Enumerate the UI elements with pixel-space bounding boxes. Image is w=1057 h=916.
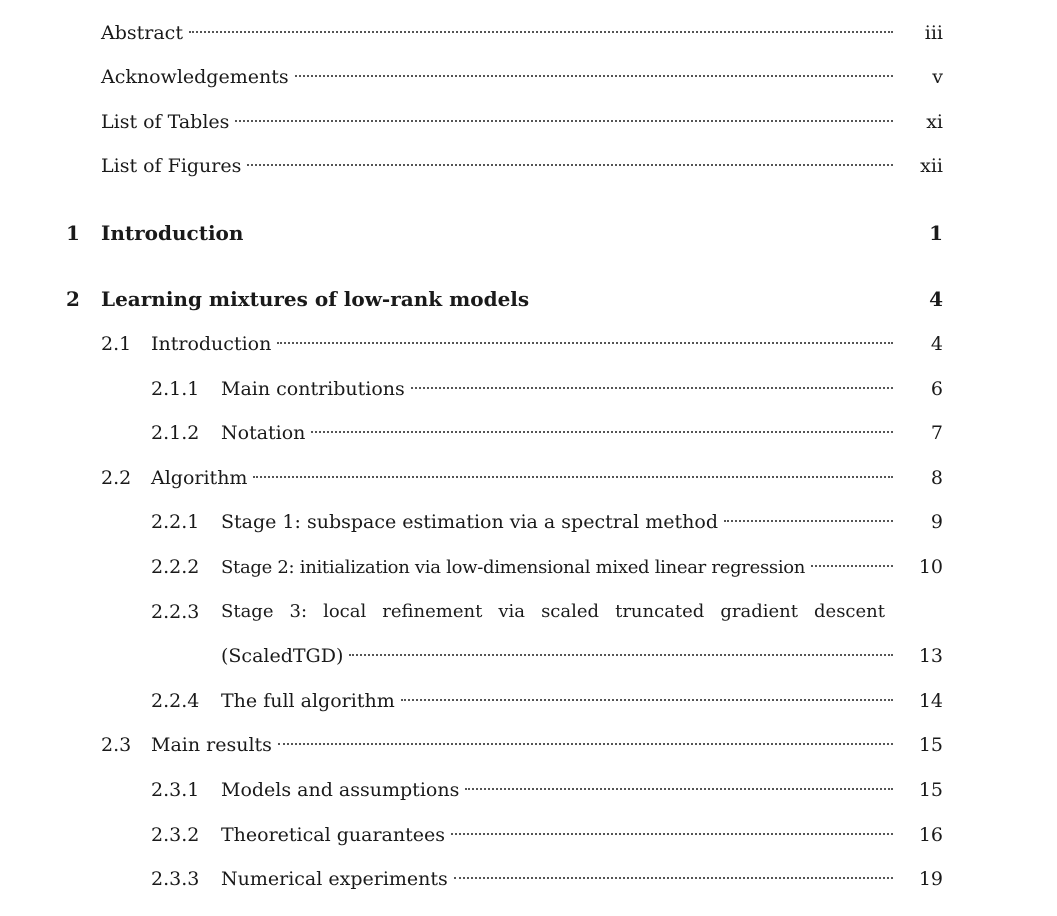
- subsection-title: Models and assumptions: [221, 779, 460, 801]
- subsection-title: Stage 1: subspace estimation via a spectral method: [221, 511, 718, 533]
- chapter-page: 1: [929, 221, 943, 245]
- toc-subsection-2-1-1[interactable]: [151, 374, 943, 404]
- toc-entry-title: Acknowledgements: [101, 66, 289, 88]
- chapter-page: 4: [929, 287, 943, 311]
- dot-leader: [278, 743, 893, 745]
- section-title: Algorithm: [151, 467, 248, 489]
- toc-section-2-3[interactable]: [101, 730, 943, 760]
- subsection-title-line1: Stage 3: local refinement via scaled truncated gradient descent: [221, 601, 885, 622]
- subsection-title: Theoretical guarantees: [221, 824, 445, 846]
- subsection-page: 9: [930, 511, 943, 533]
- toc-section-2-1[interactable]: [101, 329, 943, 359]
- toc-entry-title: List of Tables: [101, 111, 230, 133]
- section-number: 2.1: [101, 333, 132, 355]
- chapter-number: 2: [66, 287, 80, 311]
- toc-subsection-2-2-1[interactable]: [151, 507, 943, 537]
- subsection-title-line2: (ScaledTGD): [221, 645, 344, 667]
- section-page: 8: [930, 467, 943, 489]
- subsection-title: Numerical experiments: [221, 868, 448, 890]
- subsection-number: 2.1.2: [151, 422, 200, 444]
- chapter-title: Introduction: [101, 221, 244, 245]
- subsection-page: 14: [918, 690, 943, 712]
- toc-subsection-2-1-2[interactable]: [151, 418, 943, 448]
- dot-leader: [454, 877, 893, 879]
- subsection-title: Main contributions: [221, 378, 405, 400]
- toc-chapter-2[interactable]: [66, 284, 943, 314]
- dot-leader: [247, 164, 893, 166]
- toc-entry-page: xi: [926, 111, 943, 133]
- toc-entry-list-of-tables[interactable]: [101, 107, 943, 137]
- dot-leader: [235, 120, 893, 122]
- chapter-number: 1: [66, 221, 80, 245]
- toc-subsection-2-2-3[interactable]: [151, 597, 943, 627]
- dot-leader: [253, 476, 893, 478]
- subsection-number: 2.2.2: [151, 556, 200, 578]
- dot-leader: [295, 75, 893, 77]
- subsection-page: 10: [918, 556, 943, 578]
- subsection-title: Notation: [221, 422, 306, 444]
- toc-section-2-2[interactable]: [101, 463, 943, 493]
- subsection-number: 2.2.4: [151, 690, 200, 712]
- toc-entry-abstract[interactable]: [101, 18, 943, 48]
- section-title: Introduction: [151, 333, 272, 355]
- subsection-number: 2.2.1: [151, 511, 200, 533]
- section-page: 4: [930, 333, 943, 355]
- toc-entry-page: xii: [920, 155, 943, 177]
- subsection-page: 6: [930, 378, 943, 400]
- dot-leader: [724, 520, 893, 522]
- toc-chapter-1[interactable]: [66, 218, 943, 248]
- toc-subsection-2-3-3[interactable]: [151, 864, 943, 894]
- subsection-number: 2.3.3: [151, 868, 200, 890]
- toc-entry-page: v: [932, 66, 943, 88]
- toc-subsection-2-3-2[interactable]: [151, 820, 943, 850]
- toc-subsection-2-2-2[interactable]: [151, 552, 943, 582]
- toc-subsection-2-2-4[interactable]: [151, 686, 943, 716]
- dot-leader: [349, 654, 893, 656]
- toc-subsection-2-3-1[interactable]: [151, 775, 943, 805]
- subsection-title: Stage 2: initialization via low-dimensional mixed linear regression: [221, 557, 806, 578]
- section-page: 15: [918, 734, 943, 756]
- subsection-page: 13: [918, 645, 943, 667]
- dot-leader: [189, 31, 893, 33]
- dot-leader: [811, 565, 893, 567]
- toc-entry-list-of-figures[interactable]: [101, 151, 943, 181]
- chapter-title: Learning mixtures of low-rank models: [101, 287, 530, 311]
- section-title: Main results: [151, 734, 272, 756]
- subsection-number: 2.3.2: [151, 824, 200, 846]
- toc-subsection-2-2-3-continued[interactable]: [221, 641, 943, 671]
- toc-entry-acknowledgements[interactable]: [101, 62, 943, 92]
- dot-leader: [277, 342, 893, 344]
- dot-leader: [401, 699, 893, 701]
- subsection-page: 7: [930, 422, 943, 444]
- subsection-page: 15: [918, 779, 943, 801]
- subsection-number: 2.2.3: [151, 601, 200, 623]
- section-number: 2.3: [101, 734, 132, 756]
- toc-entry-page: iii: [924, 22, 943, 44]
- dot-leader: [411, 387, 893, 389]
- toc-entry-title: Abstract: [101, 22, 183, 44]
- toc-entry-title: List of Figures: [101, 155, 242, 177]
- subsection-number: 2.1.1: [151, 378, 200, 400]
- subsection-page: 19: [918, 868, 943, 890]
- subsection-number: 2.3.1: [151, 779, 200, 801]
- subsection-title: The full algorithm: [221, 690, 395, 712]
- subsection-page: 16: [918, 824, 943, 846]
- dot-leader: [451, 833, 893, 835]
- dot-leader: [311, 431, 893, 433]
- dot-leader: [465, 788, 893, 790]
- section-number: 2.2: [101, 467, 132, 489]
